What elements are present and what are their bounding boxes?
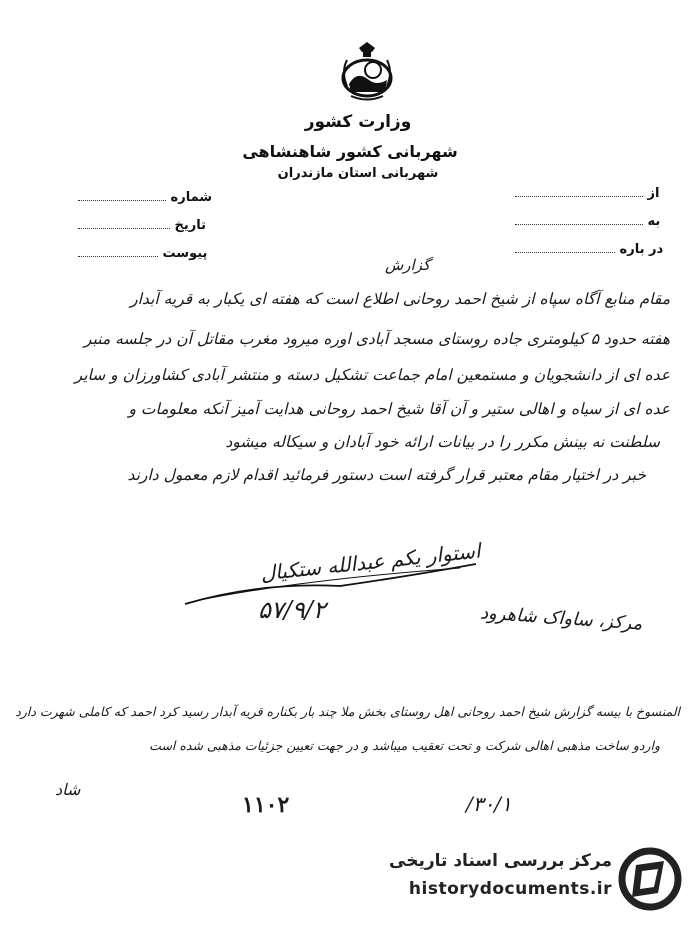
subject-line xyxy=(515,242,615,253)
body-line-6: خبر در اختیار مقام معتبر قرار گرفته است دستور فرمائید اقدام لازم معمول دارند xyxy=(127,466,646,484)
date-field xyxy=(78,218,206,233)
from-field xyxy=(515,186,659,201)
signature-name: استوار یکم عبدالله ستکیال xyxy=(259,538,482,586)
archive-watermark xyxy=(372,843,682,923)
date-line xyxy=(78,218,170,229)
ministry-title: وزارت کشور xyxy=(304,112,412,132)
lion-and-sun-emblem xyxy=(337,40,397,105)
department-title: شهربانی کشور شاهنشاهی xyxy=(242,142,458,161)
to-label: به xyxy=(647,214,661,229)
to-line xyxy=(515,214,643,225)
bottom-note-line-1: المنسوخ با بیسه گزارش شیخ احمد روحانی اهل روستای بخش ملا چند بار بکناره قریه آبدار رسید کرد احمد که کاملی شهرت دارد xyxy=(15,704,680,719)
from-line xyxy=(515,186,643,197)
reference-number: ۵۷/۹/۲ xyxy=(258,596,326,624)
center-note: مرکز، ساواک شاهرود xyxy=(479,602,643,635)
body-line-3: عده ای از دانشجویان و مستمعین امام جماعت تشکیل دسته و منتشر آبادی کشاورزان و سایر xyxy=(74,366,670,384)
body-line-4: عده ای از سیاه و اهالی ستیر و آن آقا شیخ احمد روحانی هدایت آمیز آنکه معلومات و xyxy=(128,400,670,418)
subject-label: در باره xyxy=(619,242,664,257)
attachment-line xyxy=(78,246,158,257)
from-label: از xyxy=(647,186,660,201)
date-label: تاریخ xyxy=(174,218,207,233)
subject-field xyxy=(515,242,663,257)
signature-scribble xyxy=(180,560,480,610)
bottom-number: ۱۱۰۲ xyxy=(242,792,290,818)
archive-logo-icon xyxy=(618,843,682,913)
watermark-site: historydocuments.ir xyxy=(408,879,612,899)
watermark-title: مرکز بررسی اسناد تاریخی xyxy=(389,851,612,871)
body-line-5: سلطنت نه بینش مکرر را در بیانات ارائه خود آبادان و سیکاله میشود xyxy=(225,433,660,451)
body-line-1: مقام منابع آگاه سپاه از شیخ احمد روحانی اطلاع است که هفته ای یکبار به قریه آبدار xyxy=(130,290,670,308)
bottom-date: ۳۰/۱/ xyxy=(466,792,512,816)
number-label: شماره xyxy=(170,190,213,205)
to-field xyxy=(515,214,660,229)
attachment-field xyxy=(78,246,207,261)
office-title: شهربانی استان مازندران xyxy=(277,166,439,181)
bottom-initial: شاد xyxy=(55,780,81,799)
number-line xyxy=(78,190,166,201)
body-line-2: هفته حدود ۵ کیلومتری جاده روستای مسجد آبادی اوره میرود مغرب مقاتل آن در جلسه منبر xyxy=(84,330,670,348)
bottom-note-line-2: واردو ساخت مذهبی اهالی شرکت و تحت تعقیب میباشد و در جهت تعیین جزئیات مذهبی شده است xyxy=(149,738,660,753)
handwritten-subject: گزارش xyxy=(385,256,431,274)
number-field xyxy=(78,190,212,205)
attachment-label: پیوست xyxy=(162,246,208,261)
